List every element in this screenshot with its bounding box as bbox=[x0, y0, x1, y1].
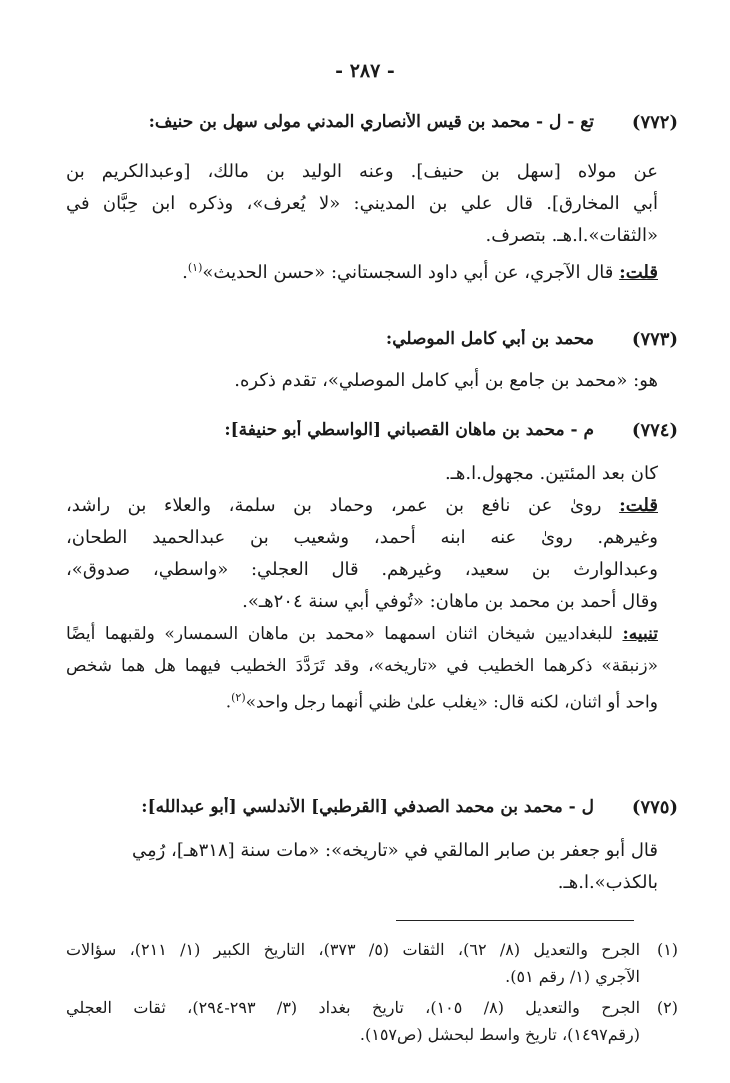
footnote-number: (١) bbox=[656, 940, 678, 959]
entry-number: (٧٧٢) bbox=[631, 112, 678, 133]
footnote-2 bbox=[66, 994, 678, 1021]
tanbih-text: واحد أو اثنان، لكنه قال: «يغلب علىٰ ظني أنهما رجل واحد» bbox=[245, 692, 658, 713]
footnote-1 bbox=[66, 936, 678, 963]
footnote-ref[interactable]: (١) bbox=[187, 261, 203, 274]
entry-line: قال أبو جعفر بن صابر المالقي في «تاريخه»: «مات سنة [٣١٨هـ]، رُمِي bbox=[131, 840, 658, 861]
page-number: - ٢٨٧ - bbox=[335, 60, 395, 82]
qult-line: وعبدالوارث بن سعيد، وغيرهم. قال العجلي: «واسطي، صدوق»، bbox=[66, 559, 658, 580]
entry-line: «الثقات».ا.هـ. بتصرف. bbox=[485, 225, 658, 246]
qult-text: قال الآجري، عن أبي داود السجستاني: «حسن الحديث» bbox=[202, 262, 620, 283]
tanbih-text: للبغداديين شيخان اثنان اسمهما «محمد بن ماهان السمسار» ولقبهما أيضًا bbox=[66, 624, 623, 644]
entry-line: بالكذب».ا.هـ. bbox=[557, 872, 658, 893]
entry-header bbox=[66, 420, 678, 450]
entry-number: (٧٧٥) bbox=[631, 797, 678, 818]
tanbih-line: «زنبقة» ذكرهما الخطيب في «تاريخه»، وقد تَرَدَّدَ الخطيب فيهما هل هما شخص bbox=[66, 656, 658, 676]
qult-label: قلت: bbox=[619, 262, 658, 283]
tanbih-line bbox=[66, 682, 678, 714]
entry-774 bbox=[66, 420, 678, 714]
entry-title: م - محمد بن ماهان القصباني [الواسطي أبو حنيفة]: bbox=[224, 420, 594, 440]
qult-text: روىٰ عن نافع بن عمر، وحماد بن سلمة، والعلاء بن راشد، bbox=[66, 495, 620, 516]
entry-title: محمد بن أبي كامل الموصلي: bbox=[385, 329, 594, 349]
footnote-divider bbox=[396, 920, 634, 921]
entry-line: كان بعد المئتين. مجهول.ا.هـ. bbox=[444, 463, 658, 484]
qult-line: وقال أحمد بن محمد بن ماهان: «تُوفي أبي سنة ٢٠٤هـ». bbox=[242, 591, 658, 612]
qult-paragraph bbox=[66, 252, 678, 284]
entry-772 bbox=[66, 112, 678, 284]
period: . bbox=[182, 262, 188, 283]
entry-number: (٧٧٤) bbox=[631, 420, 678, 441]
qult-label: قلت: bbox=[619, 495, 658, 516]
entry-header bbox=[66, 112, 678, 142]
entry-title: ل - محمد بن محمد الصدفي [القرطبي] الأندلسي [أبو عبدالله]: bbox=[141, 797, 594, 817]
entry-header bbox=[66, 329, 678, 359]
footnote-line: (رقم١٤٩٧)، تاريخ واسط لبحشل (ص١٥٧). bbox=[359, 1025, 640, 1044]
entry-header bbox=[66, 797, 678, 827]
footnotes bbox=[66, 936, 678, 1048]
entry-773 bbox=[66, 329, 678, 397]
entry-775 bbox=[66, 797, 678, 899]
entry-number: (٧٧٣) bbox=[631, 329, 678, 350]
tanbih-label: تنبيه: bbox=[622, 624, 658, 644]
footnote-text: الجرح والتعديل (٨/ ٦٢)، الثقات (٥/ ٣٧٣)، التاريخ الكبير (١/ ٢١١)، سؤالات bbox=[66, 940, 641, 959]
entry-line: هو: «محمد بن جامع بن أبي كامل الموصلي»، تقدم ذكره. bbox=[234, 370, 658, 391]
footnote-ref[interactable]: (٢) bbox=[231, 691, 246, 704]
qult-line: وغيرهم. روىٰ عنه ابنه أحمد، وشعيب بن عبدالحميد الطحان، bbox=[66, 527, 658, 548]
footnote-text: الجرح والتعديل (٨/ ١٠٥)، تاريخ بغداد (٣/ ٢٩٣-٢٩٤)، ثقات العجلي bbox=[66, 998, 641, 1017]
period: . bbox=[225, 692, 232, 713]
footnote-number: (٢) bbox=[656, 998, 678, 1017]
footnote-line: الآجري (١/ رقم ٥١). bbox=[505, 967, 640, 986]
entry-line: أبي المخارق]. قال علي بن المديني: «لا يُعرف»، وذكره ابن حِبَّان في bbox=[66, 193, 658, 214]
qult-paragraph bbox=[66, 490, 678, 522]
entry-line: عن مولاه [سهل بن حنيف]. وعنه الوليد بن مالك، [وعبدالكريم بن bbox=[66, 161, 658, 182]
entry-title: تع - ل - محمد بن قيس الأنصاري المدني مولى سهل بن حنيف: bbox=[148, 112, 594, 132]
tanbih-paragraph bbox=[66, 618, 678, 650]
